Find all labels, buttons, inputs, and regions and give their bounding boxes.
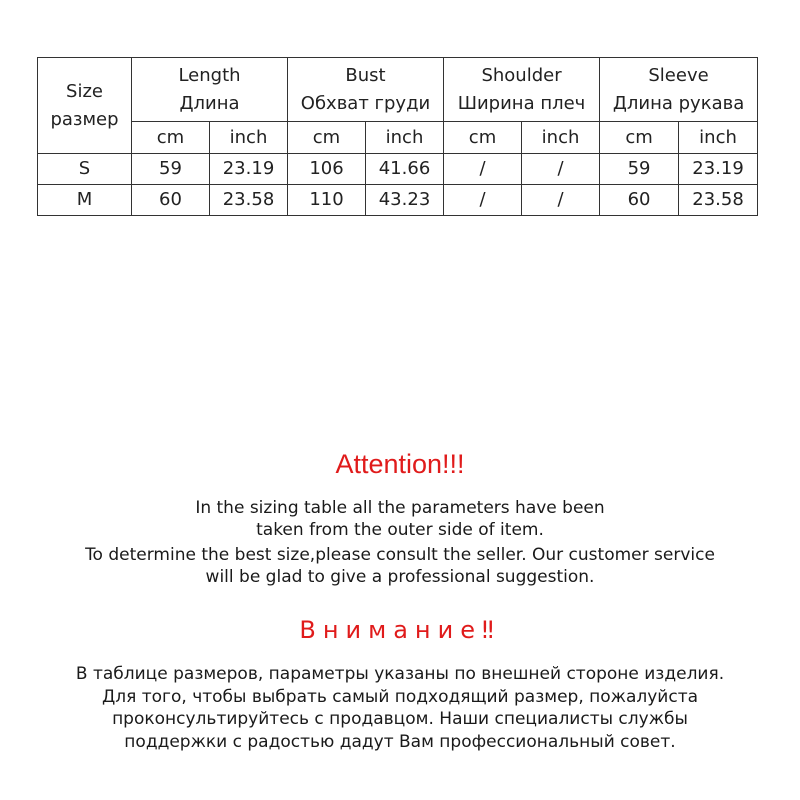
- value-cell: /: [444, 154, 522, 185]
- unit-cell: inch: [522, 122, 600, 154]
- value-cell: /: [444, 185, 522, 216]
- value-cell: 43.23: [366, 185, 444, 216]
- value-cell: 23.19: [679, 154, 758, 185]
- bust-header-en: Bust: [345, 64, 386, 86]
- attention-heading: Attention!!!: [335, 449, 465, 479]
- table-header-row: [38, 58, 758, 122]
- bust-header-ru: Обхват груди: [300, 92, 431, 114]
- unit-cell: cm: [444, 122, 522, 154]
- value-cell: 23.58: [210, 185, 288, 216]
- value-cell: 110: [288, 185, 366, 216]
- size-header-cell: [38, 58, 132, 154]
- unit-cell: inch: [679, 122, 758, 154]
- value-cell: 59: [132, 154, 210, 185]
- notice-line: Для того, чтобы выбрать самый подходящий размер, пожалуйста: [101, 686, 699, 707]
- value-cell: 59: [600, 154, 679, 185]
- notice-line: will be glad to give a professional suggestion.: [205, 567, 595, 587]
- bust-header-cell: [288, 58, 444, 122]
- unit-cell: cm: [288, 122, 366, 154]
- unit-cell: inch: [210, 122, 288, 154]
- notice-line: В таблице размеров, параметры указаны по внешней стороне изделия.: [75, 664, 725, 684]
- value-cell: 60: [600, 185, 679, 216]
- value-cell: 23.58: [679, 185, 758, 216]
- notice-line: In the sizing table all the parameters have been: [195, 498, 605, 518]
- shoulder-header-cell: [444, 58, 600, 122]
- sleeve-header-cell: [600, 58, 758, 122]
- value-cell: /: [522, 154, 600, 185]
- value-cell: /: [522, 185, 600, 216]
- english-paragraph-1: [0, 497, 800, 541]
- length-header-cell: [132, 58, 288, 122]
- sleeve-header-en: Sleeve: [648, 64, 709, 86]
- shoulder-header-en: Shoulder: [481, 64, 562, 86]
- unit-cell: cm: [132, 122, 210, 154]
- table-row-m: [38, 185, 758, 216]
- notice-line: taken from the outer side of item.: [256, 520, 544, 540]
- value-cell: 60: [132, 185, 210, 216]
- table-row-s: [38, 154, 758, 185]
- notice-line: проконсультируйтесь с продавцом. Наши специалисты службы: [112, 709, 688, 729]
- vnimanie-heading: Внимание‼: [299, 616, 501, 644]
- value-cell: 106: [288, 154, 366, 185]
- russian-notice: [0, 663, 800, 753]
- size-label-cell: M: [38, 185, 132, 216]
- sleeve-header-ru: Длина рукава: [612, 92, 745, 114]
- value-cell: 23.19: [210, 154, 288, 185]
- units-header-row: [38, 122, 758, 154]
- notice-line: поддержки с радостью дадут Вам профессиональный совет.: [124, 731, 676, 752]
- shoulder-header-ru: Ширина плеч: [457, 92, 586, 114]
- size-chart-table: [37, 57, 758, 216]
- length-header-ru: Длина: [179, 92, 240, 114]
- unit-cell: inch: [366, 122, 444, 154]
- unit-cell: cm: [600, 122, 679, 154]
- size-header-ru: размер: [50, 108, 119, 130]
- english-notice: [0, 497, 800, 588]
- english-paragraph-2: [0, 544, 800, 588]
- notice-line: To determine the best size,please consult the seller. Our customer service: [85, 545, 715, 565]
- length-header-en: Length: [178, 64, 241, 86]
- value-cell: 41.66: [366, 154, 444, 185]
- size-label-cell: S: [38, 154, 132, 185]
- size-header-en: Size: [66, 80, 103, 102]
